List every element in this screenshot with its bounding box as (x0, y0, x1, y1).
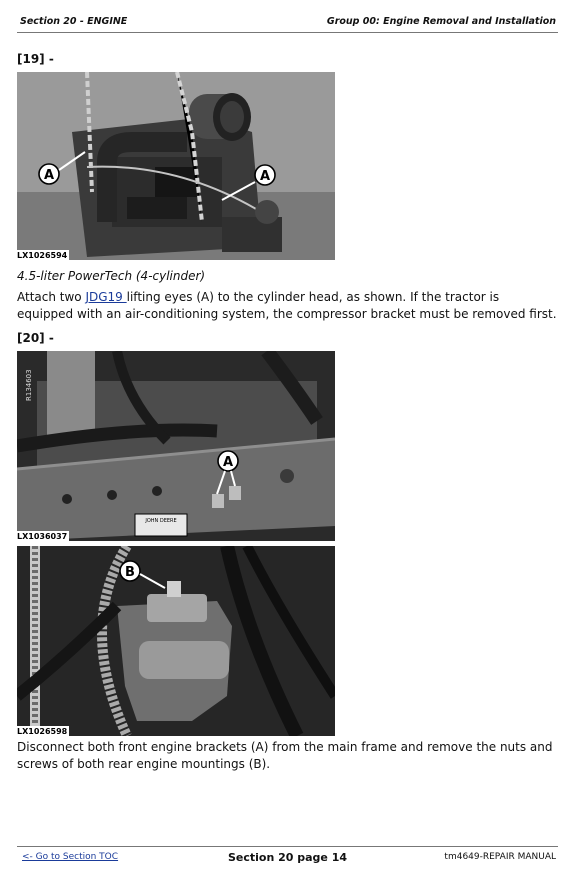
figure-id: LX1026594 (17, 251, 68, 260)
jdg19-link[interactable]: JDG19 (85, 290, 127, 304)
page-footer (17, 846, 558, 867)
callout-a: A (43, 168, 55, 183)
section-title: Section 20 - ENGINE (20, 16, 128, 27)
page-header (17, 14, 558, 33)
figure-id: LX1036037 (17, 532, 68, 541)
step-label-19: [19] - (17, 52, 54, 66)
callout-a: A (259, 169, 271, 184)
figure-rear-mountings (17, 546, 335, 736)
engine-photo-1 (17, 72, 335, 260)
step-19-text: Attach two JDG19 lifting eyes (A) to the cylinder head, as shown. If the tractor is equipped with an air-conditioning system, the compressor bracket must be removed first. (17, 290, 557, 321)
engine-photo-3 (17, 546, 335, 736)
toc-link[interactable]: <- Go to Section TOC (22, 852, 119, 862)
figure-caption: 4.5-liter PowerTech (4-cylinder) (17, 269, 206, 283)
page-number: Section 20 page 14 (227, 851, 348, 864)
step-20-text: Disconnect both front engine brackets (A) from the main frame and remove the nuts and screws of both rear engine mountings (B). (17, 740, 553, 771)
group-title: Group 00: Engine Removal and Installation (326, 16, 556, 27)
callout-a: A (222, 455, 234, 470)
manual-id: tm4649-REPAIR MANUAL (444, 852, 556, 862)
callout-b: B (125, 565, 135, 580)
step-label-20: [20] - (17, 331, 54, 345)
plate-brand: JOHN DEERE (145, 518, 177, 524)
engine-photo-2 (17, 351, 335, 541)
figure-front-brackets (17, 351, 335, 541)
figure-lifting-eyes (17, 72, 335, 260)
hose-marking: R134603 (25, 369, 33, 401)
figure-id: LX1026598 (17, 727, 68, 736)
